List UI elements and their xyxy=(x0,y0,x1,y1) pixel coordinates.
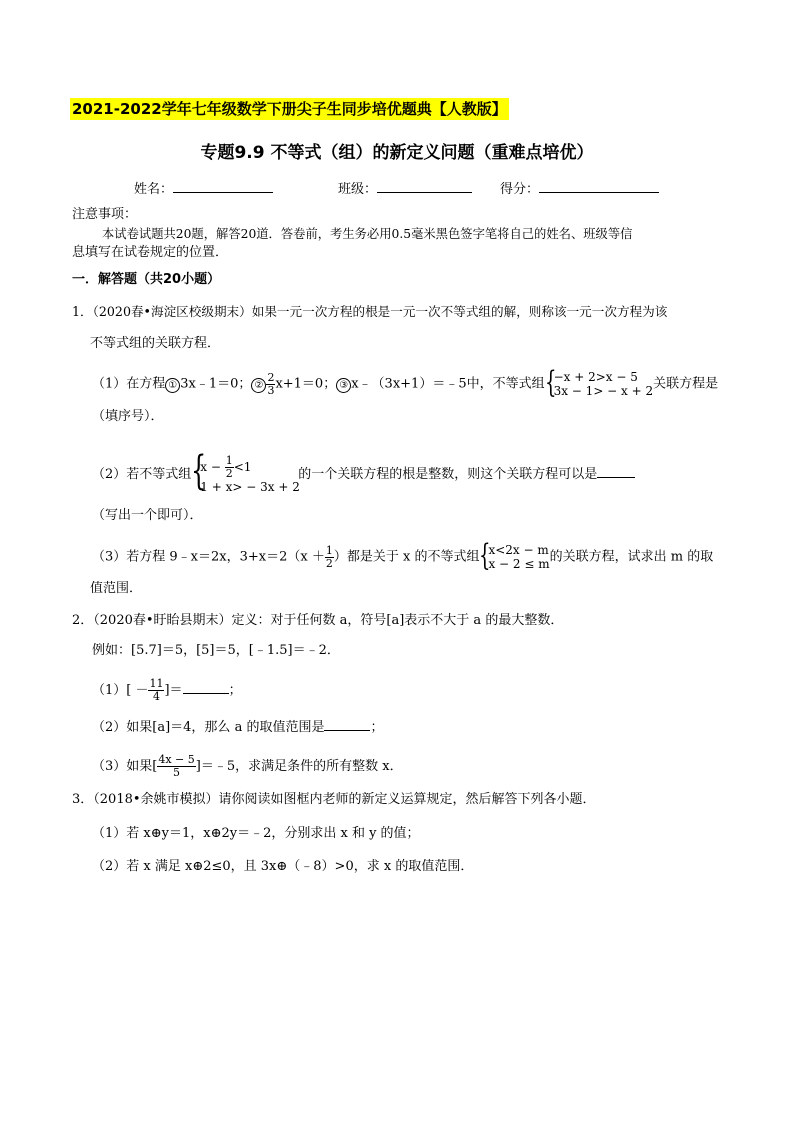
q1-p1-text: （1）在方程 xyxy=(92,376,166,392)
q2-p3-text-b: ]＝﹣5，求满足条件的所有整数 x． xyxy=(195,759,403,774)
class-blank[interactable] xyxy=(377,180,472,193)
q1-p1-end: 关联方程是 xyxy=(653,376,719,392)
series-title: 2021-2022学年七年级数学下册尖子生同步培优题典【人教版】 xyxy=(72,100,507,118)
left-brace-icon: { xyxy=(479,538,491,573)
fraction-11-4: $\frac{11}{4}$ xyxy=(149,677,164,703)
q2-p1-text: （1）[ － xyxy=(92,683,149,698)
q1-stem-line1: 1．（2020春•海淀区校级期末）如果一元一次方程的根是一元一次不等式组的解，则称该一元一次方程为该 xyxy=(72,304,668,319)
q2-part2: （2）如果[a]＝4，那么 a 的取值范围是 ； xyxy=(92,720,384,735)
q2-p2-text: （2）如果[a]＝4，那么 a 的取值范围是 xyxy=(92,720,325,735)
class-label: 班级： xyxy=(338,182,378,197)
left-brace-icon: { xyxy=(544,365,557,400)
q1-inequality-system-1: { −x + 2>x − 5 3x − 1> − x + 2 xyxy=(544,365,654,400)
q1-part1 xyxy=(92,365,719,400)
fraction-1-2: $\frac{1}{2}$ xyxy=(325,543,333,570)
q1-inequality-system-3: { x<2x − m x − 2 ≤ m xyxy=(479,538,550,573)
score-field xyxy=(500,178,659,197)
q2-p1-text-b: ]＝ xyxy=(164,683,183,698)
q2-example: 例如：[5.7]＝5，[5]＝5，[﹣1.5]＝﹣2． xyxy=(92,643,340,658)
q1-inequality-system-2: { x − $\frac{1}{2}$ <1 1 + x> − 3x + 2 xyxy=(191,448,300,494)
q2-p3-text: （3）如果[ xyxy=(92,759,158,774)
circle-2-icon: ② xyxy=(251,378,266,393)
topic-title: 专题9.9 不等式（组）的新定义问题（重难点培优） xyxy=(200,143,594,163)
q3-part2: （2）若 x 满足 x⊕2≤0，且 3x⊕（﹣8）>0，求 x 的取值范围． xyxy=(92,859,474,874)
name-field xyxy=(134,178,273,197)
score-blank[interactable] xyxy=(539,180,659,193)
q2-p1-answer-blank[interactable] xyxy=(183,681,229,694)
q2-stem: 2．（2020春•盱眙县期末）定义：对于任何数 a，符号[a]表示不大于 a 的最大整数． xyxy=(72,613,564,628)
q1-p2-end: 的一个关联方程的根是整数，则这个关联方程可以是 xyxy=(298,467,598,482)
q1-part3-line2: 值范围． xyxy=(90,581,143,596)
q1-part2-line2: （写出一个即可）． xyxy=(92,508,203,523)
name-label: 姓名： xyxy=(134,182,174,197)
circle-1-icon: ① xyxy=(165,378,180,393)
section-heading: 一．解答题（共20小题） xyxy=(72,272,221,287)
q2-part1: （1）[ － $\frac{11}{4}$ ]＝ ； xyxy=(92,677,242,703)
q1-eq1: 3x﹣1＝0； xyxy=(180,376,252,392)
q1-p3-end: 的关联方程，试求出 m 的取 xyxy=(549,549,714,565)
q1-part1-line2: （填序号）． xyxy=(92,409,164,424)
q2-part3 xyxy=(92,754,403,779)
q1-eq2: x+1＝0； xyxy=(275,376,337,392)
name-blank[interactable] xyxy=(173,180,273,193)
score-label: 得分： xyxy=(500,182,540,197)
q1-eq3: x﹣（3x+1）＝﹣5中，不等式组 xyxy=(351,376,545,392)
q1-p2-text: （2）若不等式组 xyxy=(92,467,192,482)
q1-p3-text-b: ）都是关于 x 的不等式组 xyxy=(333,549,480,565)
q2-p2-answer-blank[interactable] xyxy=(324,718,370,731)
q1-p2-answer-blank[interactable] xyxy=(597,465,635,478)
notice-heading: 注意事项： xyxy=(72,207,138,222)
class-field xyxy=(338,178,472,197)
q1-stem-line2: 不等式组的关联方程． xyxy=(90,336,221,351)
q3-stem: 3．（2018•余姚市模拟）请你阅读如图框内老师的新定义运算规定，然后解答下列各小题． xyxy=(72,792,596,807)
notice-line-1: 本试卷试题共20题，解答20道．答卷前，考生务必用0.5毫米黑色签字笔将自己的姓名、班级等信 xyxy=(102,227,633,241)
q1-part3 xyxy=(92,538,714,573)
fraction-4x-5: $\frac{4x - 5}{5}$ xyxy=(158,753,195,779)
fraction-2-3: $\frac{2}{3}$ xyxy=(267,370,275,397)
circle-3-icon: ③ xyxy=(336,378,351,393)
q3-part1: （1）若 x⊕y＝1，x⊕2y＝﹣2，分别求出 x 和 y 的值； xyxy=(92,826,420,841)
q1-p3-text: （3）若方程 9﹣x＝2x，3+x＝2（x ＋ xyxy=(92,549,325,565)
notice-line-2: 息填写在试卷规定的位置． xyxy=(72,245,229,260)
q1-part2 xyxy=(92,448,635,494)
left-brace-icon: { xyxy=(191,448,207,494)
